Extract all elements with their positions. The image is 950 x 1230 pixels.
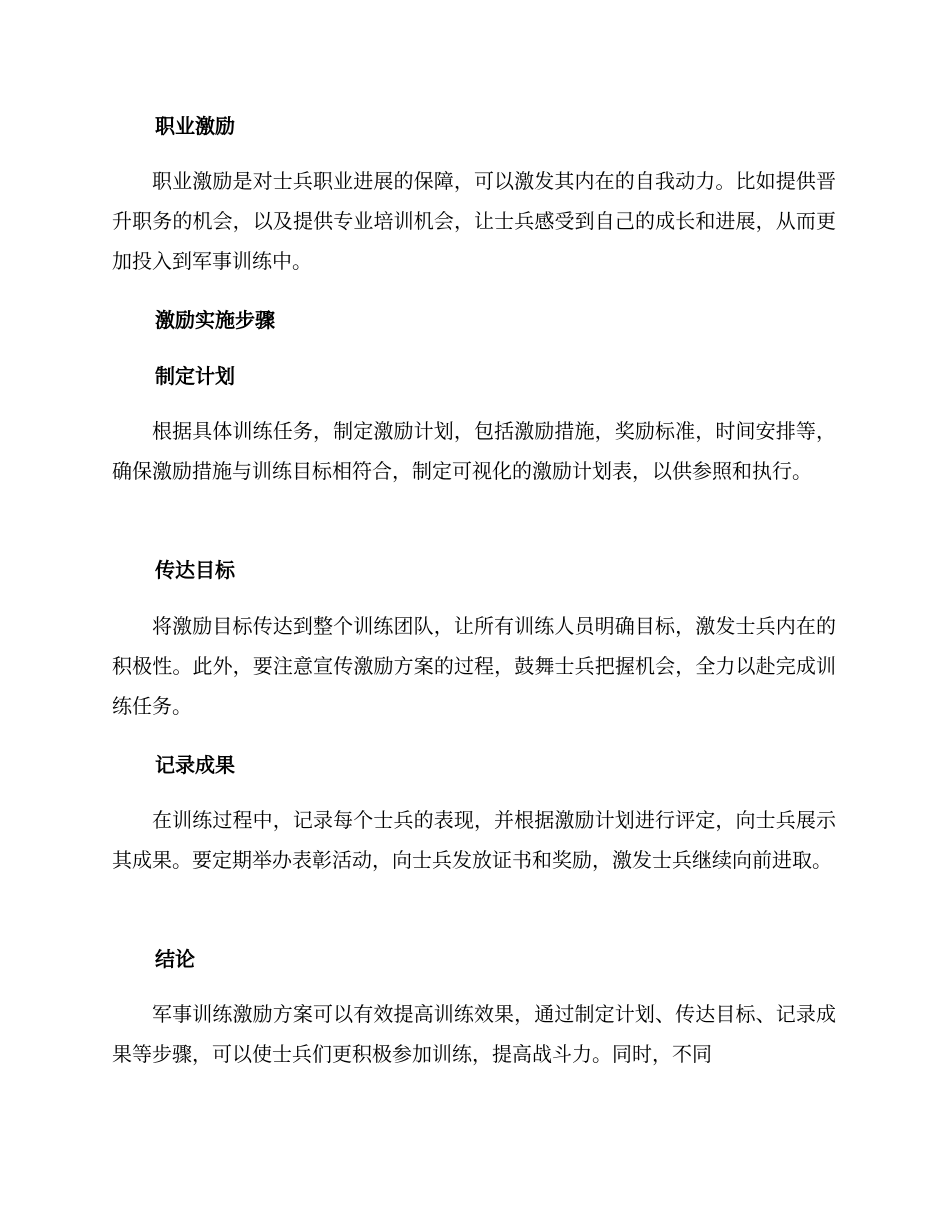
section-paragraph-conclusion: 军事训练激励方案可以有效提高训练效果，通过制定计划、传达目标、记录成果等步骤，可以使士兵们更积极参加训练，提高战斗力。同时，不同: [112, 1002, 836, 1066]
section-paragraph-communicate-goals: 将激励目标传达到整个训练团队，让所有训练人员明确目标，激发士兵内在的积极性。此外，要注意宣传激励方案的过程，鼓舞士兵把握机会，全力以赴完成训练任务。: [112, 614, 836, 718]
section-heading-conclusion: 结论: [155, 947, 195, 971]
section-heading-record-results: 记录成果: [155, 753, 235, 777]
section-heading-communicate-goals: 传达目标: [155, 558, 235, 582]
section-paragraph-record-results: 在训练过程中，记录每个士兵的表现，并根据激励计划进行评定，向士兵展示其成果。要定期举办表彰活动，向士兵发放证书和奖励，激发士兵继续向前进取。: [112, 808, 836, 872]
section-paragraph-make-plan: 根据具体训练任务，制定激励计划，包括激励措施，奖励标准，时间安排等，确保激励措施与训练目标相符合，制定可视化的激励计划表，以供参照和执行。: [112, 419, 836, 483]
section-heading-implementation-steps: 激励实施步骤: [155, 308, 275, 332]
section-heading-career-incentive: 职业激励: [155, 114, 235, 138]
section-paragraph-career-incentive: 职业激励是对士兵职业进展的保障，可以激发其内在的自我动力。比如提供晋升职务的机会，以及提供专业培训机会，让士兵感受到自己的成长和进展，从而更加投入到军事训练中。: [112, 169, 836, 273]
section-heading-make-plan: 制定计划: [155, 364, 235, 388]
